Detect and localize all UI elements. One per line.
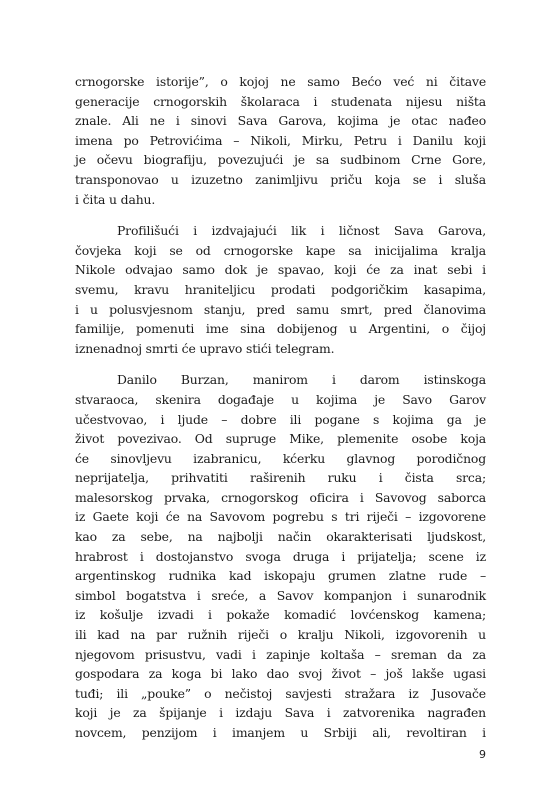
text-line: malesorskog prvaka, crnogorskog oficira i Savovog saborca (75, 489, 486, 505)
text-line: gospodara za koga bi lako dao svoj život – još lakše ugasi (75, 666, 486, 682)
text-line: iz košulje izvadi i pokaže komadić lovćenskog kamena; (75, 607, 486, 623)
text-line: tuđi; ili „pouke” o nečistoj savjesti stražara iz Jusovače (75, 685, 486, 701)
text-line: njegovom prisustvu, vadi i zapinje koltaša – sreman da za (75, 646, 486, 662)
text-line: će sinovljevu izabranicu, kćerku glavnog porodičnog (75, 450, 486, 466)
paragraph-1 (75, 72, 486, 209)
text-line: crnogorske istorije”, o kojoj ne samo Bećo već ni čitave (75, 74, 486, 89)
text-line: znale. Ali ne i sinovi Sava Garova, kojima je otac nađeo (75, 113, 486, 129)
text-line: familije, pomenuti ime sina dobijenog u Argentini, o čijoj (75, 321, 486, 337)
text-line: hrabrost i dostojanstvo svoga druga i prijatelja; scene iz (75, 548, 486, 564)
text-line: koji je za špijanje i izdaju Sava i zatvorenika nagrađen (75, 705, 486, 721)
text-line: neprijatelja, prihvatiti raširenih ruku i čista srca; (75, 470, 486, 486)
text-line: imena po Petrovićima – Nikoli, Mirku, Petru i Danilu koji (75, 132, 486, 148)
text-line: stvaraoca, skenira događaje u kojima je Savo Garov (75, 391, 486, 407)
text-line: život povezivao. Od supruge Mike, plemenite osobe koja (75, 431, 486, 447)
text-line: generacije crnogorskih školaraca i studenata nijesu ništa (75, 93, 486, 109)
page-number: 9 (479, 748, 486, 761)
text-line: ili kad na par ružnih riječi o kralju Nikoli, izgovorenih u (75, 627, 486, 643)
text-line: je očevu biografiju, povezujući je sa sudbinom Crne Gore, (75, 152, 486, 168)
text-line: transponovao u izuzetno zanimljivu priču koja se i sluša (75, 171, 486, 187)
text-line: i čita u dahu. (75, 191, 156, 207)
text-line: novcem, penzijom i imanjem u Srbiji ali, revoltiran i (75, 725, 486, 740)
text-line: svemu, kravu hraniteljicu prodati podgoričkim kasapima, (75, 281, 486, 297)
paragraph-2 (75, 221, 486, 358)
text-line: čovjeka koji se od crnogorske kape sa inicijalima kralja (75, 242, 486, 258)
text-line: simbol bogatstva i sreće, a Savov kompanjon i sunarodnik (75, 587, 486, 603)
text-line: iz Gaete koji će na Savovom pogrebu s tri riječi – izgovorene (75, 509, 486, 525)
paragraph-3 (75, 370, 486, 742)
text-line: učestvovao, i ljude – dobre ili pogane s kojima ga je (75, 411, 486, 427)
text-line: Danilo Burzan, manirom i darom istinskoga (117, 372, 486, 388)
text-line: kao za sebe, na najbolji način okarakterisati ljudskost, (75, 529, 486, 545)
text-line: argentinskog rudnika kad iskopaju grumen zlatne rude – (75, 568, 486, 584)
text-line: i u polusvjesnom stanju, pred samu smrt, pred članovima (75, 301, 486, 317)
text-line: Profilišući i izdvajajući lik i ličnost Sava Garova, (117, 223, 486, 239)
page-body (75, 72, 486, 755)
text-line: Nikole odvajao samo dok je spavao, koji će za inat sebi i (75, 262, 486, 278)
text-line: iznenadnoj smrti će upravo stići telegram. (75, 340, 335, 356)
